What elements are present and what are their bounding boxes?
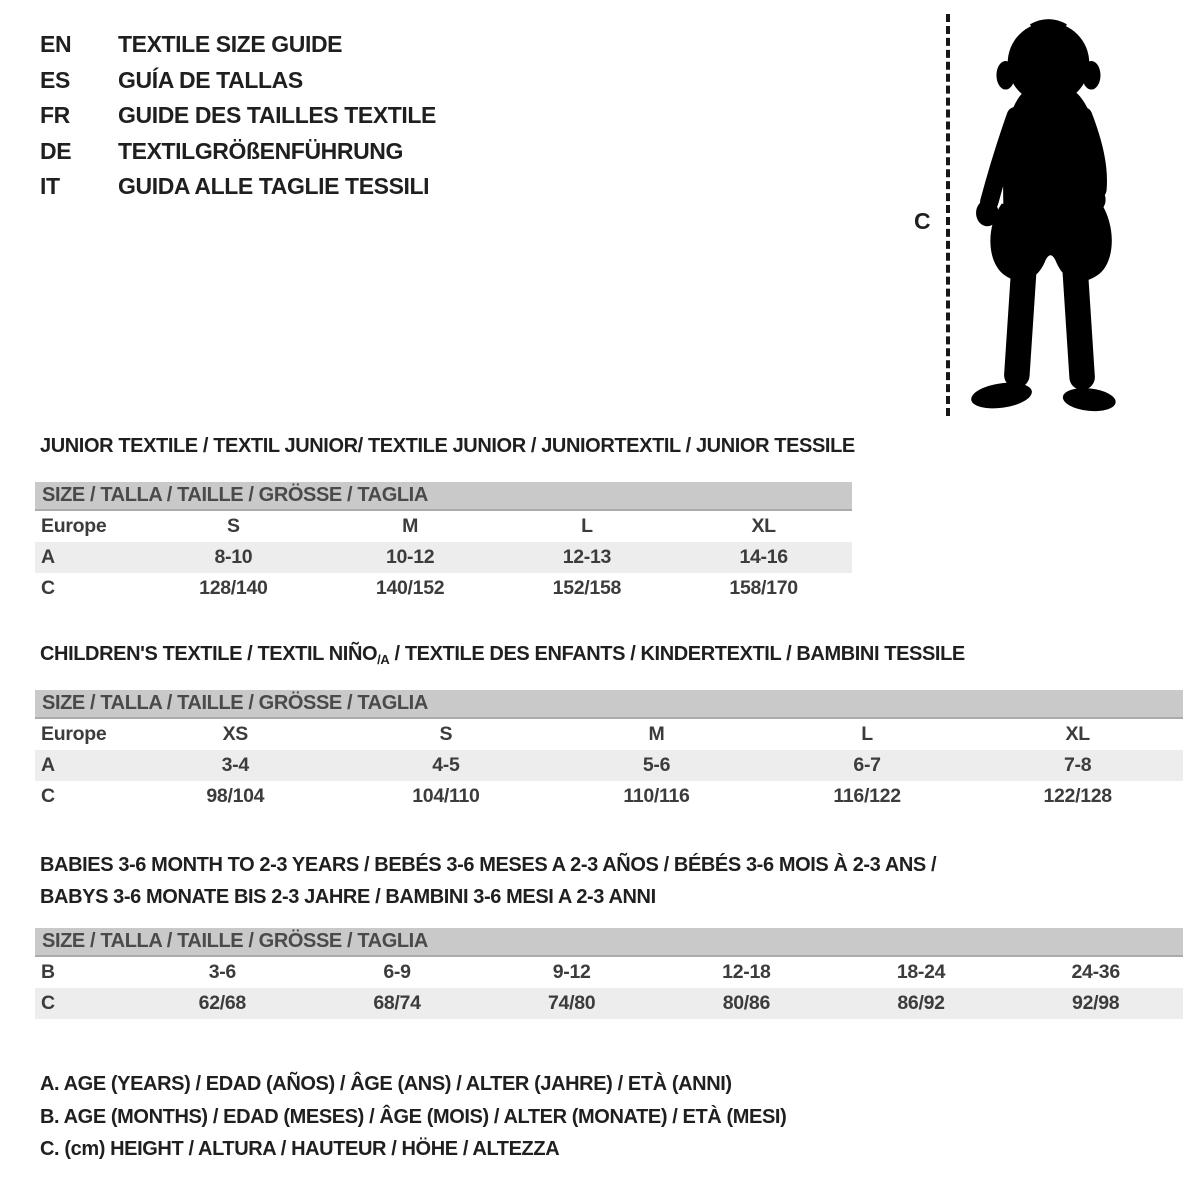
age-cell: 12-13 (562, 546, 612, 568)
age-cell: 5-6 (642, 754, 671, 776)
babies-size-table (35, 928, 1183, 1019)
measurement-legend (40, 1068, 786, 1166)
height-cell: 80/86 (722, 992, 770, 1014)
height-cell: 140/152 (375, 577, 445, 599)
row-label: C (41, 577, 55, 599)
height-dashed-line (946, 14, 950, 416)
height-cell: 92/98 (1072, 992, 1120, 1014)
babies-title-line2: BABYS 3-6 MONATE BIS 2-3 JAHRE / BAMBINI 3-6 MESI A 2-3 ANNI (40, 886, 656, 908)
age-cell: 14-16 (739, 546, 788, 568)
junior-size-table (35, 482, 852, 604)
size-cell: XS (222, 723, 248, 745)
toddler-silhouette-icon (958, 10, 1143, 418)
height-cell: 152/158 (552, 577, 622, 599)
age-cell: 4-5 (432, 754, 460, 776)
age-cell: 8-10 (214, 546, 253, 568)
age-cell: 6-7 (853, 754, 881, 776)
table-row-height (35, 573, 852, 604)
table-row-age (35, 542, 852, 573)
language-row-fr (40, 98, 436, 134)
babies-title-line1: BABIES 3-6 MONTH TO 2-3 YEARS / BEBÉS 3-6 MESES A 2-3 AÑOS / BÉBÉS 3-6 MOIS À 2-3 ANS / (40, 854, 937, 876)
table-row-age (35, 750, 1183, 781)
children-title-post: / TEXTILE DES ENFANTS / KINDERTEXTIL / BAMBINI TESSILE (389, 643, 965, 665)
language-title: GUÍA DE TALLAS (118, 66, 303, 93)
row-label: C (41, 785, 55, 807)
age-cell: 10-12 (385, 546, 435, 568)
height-cell: 104/110 (412, 785, 480, 807)
legend-line-b: B. AGE (MONTHS) / EDAD (MESES) / ÂGE (MOIS) / ALTER (MONATE) / ETÀ (MESI) (40, 1105, 787, 1128)
babies-section-title (40, 849, 936, 913)
language-code: DE (40, 137, 72, 164)
junior-section-title: JUNIOR TEXTILE / TEXTIL JUNIOR/ TEXTILE JUNIOR / JUNIORTEXTIL / JUNIOR TESSILE (40, 435, 855, 457)
height-cell: 98/104 (206, 785, 265, 807)
language-code: EN (40, 31, 72, 58)
language-row-es (40, 63, 436, 99)
height-cell: 122/128 (1043, 785, 1112, 807)
legend-line-c: C. (cm) HEIGHT / ALTURA / HAUTEUR / HÖHE / ALTEZZA (40, 1138, 560, 1160)
age-cell: 12-18 (722, 961, 771, 983)
size-table-header: SIZE / TALLA / TAILLE / GRÖSSE / TAGLIA (35, 690, 1183, 719)
age-cell: 9-12 (552, 961, 591, 983)
children-title-subscript: /A (377, 652, 390, 667)
table-row-age-months (35, 957, 1183, 988)
size-table-header: SIZE / TALLA / TAILLE / GRÖSSE / TAGLIA (35, 928, 1183, 957)
table-row-height (35, 988, 1183, 1019)
legend-line-a: A. AGE (YEARS) / EDAD (AÑOS) / ÂGE (ANS) / ALTER (JAHRE) / ETÀ (ANNI) (40, 1073, 732, 1095)
row-label: B (41, 961, 55, 983)
age-cell: 6-9 (383, 961, 411, 983)
row-label: C (41, 992, 55, 1014)
children-title-pre: CHILDREN'S TEXTILE / TEXTIL NIÑO (40, 643, 378, 665)
language-title: TEXTILGRÖßENFÜHRUNG (118, 137, 403, 164)
row-label: A (41, 754, 55, 776)
size-cell: XL (1065, 723, 1090, 745)
language-row-de (40, 134, 436, 170)
size-cell: S (439, 723, 453, 745)
language-code: FR (40, 102, 70, 129)
height-cell: 116/122 (833, 785, 901, 807)
row-label: A (41, 546, 55, 568)
table-row-europe (35, 719, 1183, 750)
children-size-table (35, 690, 1183, 812)
language-code: IT (40, 173, 60, 200)
size-cell: S (227, 515, 240, 537)
height-measure-label: C (914, 208, 931, 234)
height-cell: 158/170 (729, 577, 798, 599)
row-label: Europe (41, 723, 107, 745)
language-title: TEXTILE SIZE GUIDE (118, 31, 343, 58)
size-table-header: SIZE / TALLA / TAILLE / GRÖSSE / TAGLIA (35, 482, 852, 511)
size-cell: L (581, 515, 593, 537)
height-cell: 128/140 (199, 577, 268, 599)
language-row-en (40, 27, 436, 63)
size-cell: XL (751, 515, 776, 537)
age-cell: 3-6 (208, 961, 236, 983)
age-cell: 7-8 (1064, 754, 1092, 776)
children-section-title (40, 643, 965, 667)
table-row-height (35, 781, 1183, 812)
table-row-europe (35, 511, 852, 542)
height-cell: 74/80 (548, 992, 596, 1014)
size-cell: M (402, 515, 419, 537)
height-cell: 62/68 (198, 992, 246, 1014)
language-row-it (40, 169, 436, 205)
language-title: GUIDA ALLE TAGLIE TESSILI (118, 173, 430, 200)
language-title-list (40, 27, 436, 205)
height-cell: 68/74 (373, 992, 421, 1014)
age-cell: 3-4 (221, 754, 249, 776)
size-cell: M (648, 723, 665, 745)
height-cell: 86/92 (897, 992, 945, 1014)
language-title: GUIDE DES TAILLES TEXTILE (118, 102, 436, 129)
height-cell: 110/116 (623, 785, 690, 807)
size-cell: L (861, 723, 873, 745)
age-cell: 24-36 (1071, 961, 1120, 983)
age-cell: 18-24 (896, 961, 946, 983)
row-label: Europe (41, 515, 107, 537)
language-code: ES (40, 66, 70, 93)
